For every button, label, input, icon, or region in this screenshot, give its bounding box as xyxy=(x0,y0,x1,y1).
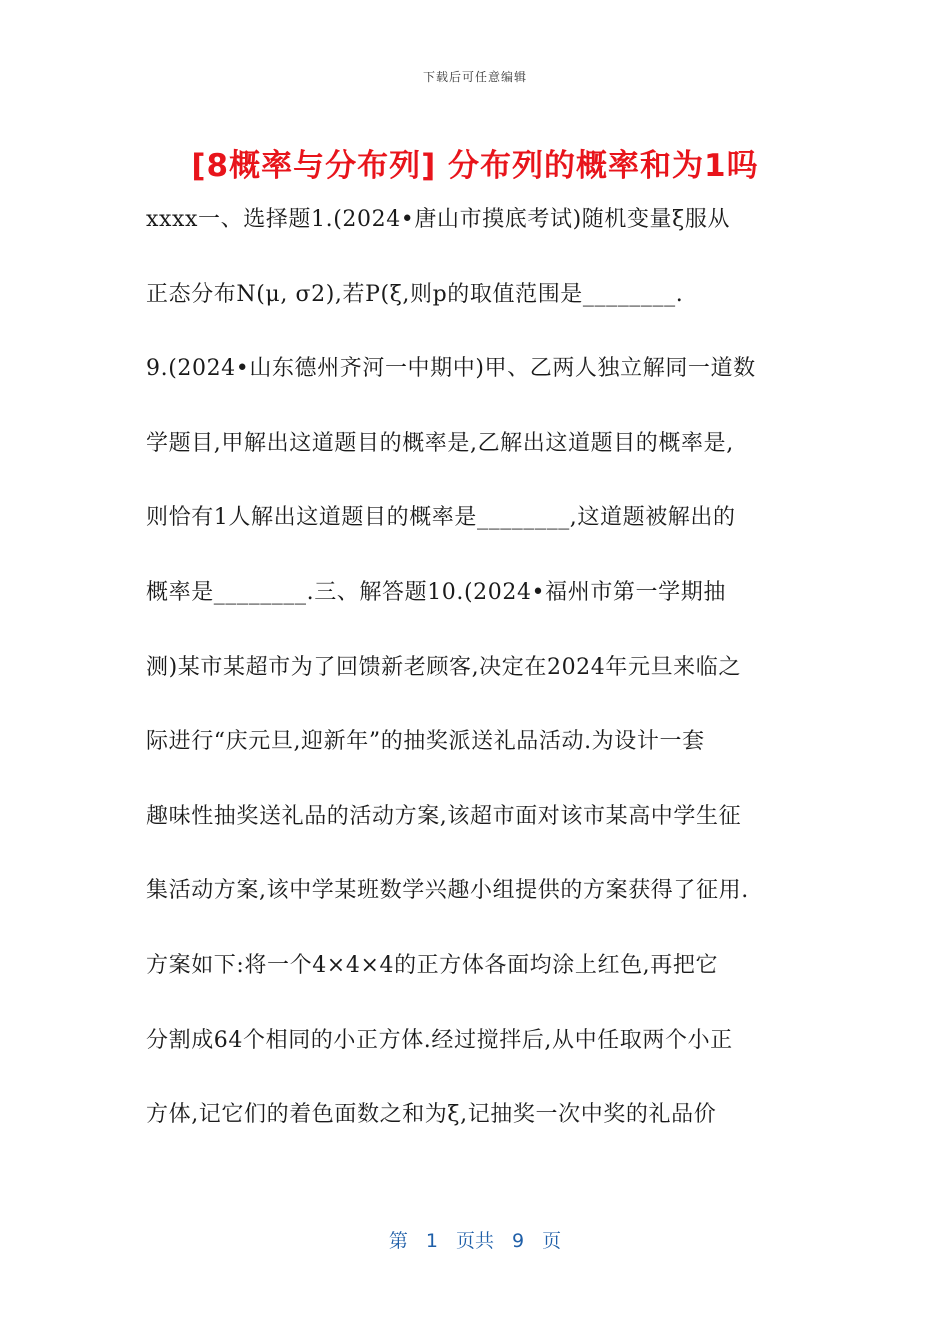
text-line: 学题目,甲解出这道题目的概率是,乙解出这道题目的概率是, xyxy=(146,430,734,456)
header-note: 下载后可任意编辑 xyxy=(422,70,527,84)
text-line: 方体,记它们的着色面数之和为ξ,记抽奖一次中奖的礼品价 xyxy=(146,1102,717,1128)
text-line: 际进行“庆元旦,迎新年”的抽奖派送礼品活动.为设计一套 xyxy=(146,729,705,755)
text-line: 趣味性抽奖送礼品的活动方案,该超市面对该市某高中学生征 xyxy=(146,803,742,829)
text-line: 集活动方案,该中学某班数学兴趣小组提供的方案获得了征用. xyxy=(146,878,749,904)
text-line: 概率是________.三、解答题10.(2024•福州市第一学期抽 xyxy=(146,579,726,605)
text-line: 方案如下:将一个4×4×4的正方体各面均涂上红色,再把它 xyxy=(146,952,719,978)
body-text xyxy=(146,198,806,1168)
text-line: xxxx一、选择题1.(2024•唐山市摸底考试)随机变量ξ服从 xyxy=(146,207,731,232)
page-footer: 第 1 页共 9 页 xyxy=(388,1230,562,1252)
text-line: 9.(2024•山东德州齐河一中期中)甲、乙两人独立解同一道数 xyxy=(146,356,756,382)
text-line: 则恰有1人解出这道题目的概率是________,这道题被解出的 xyxy=(146,505,736,531)
text-line: 正态分布N(μ, σ2),若P(ξ,则p的取值范围是________. xyxy=(146,281,684,307)
text-line: 测)某市某超市为了回馈新老顾客,决定在2024年元旦来临之 xyxy=(146,654,741,680)
text-line: 分割成64个相同的小正方体.经过搅拌后,从中任取两个小正 xyxy=(146,1027,733,1053)
document-title: [8概率与分布列] 分布列的概率和为1吗 xyxy=(191,148,759,184)
